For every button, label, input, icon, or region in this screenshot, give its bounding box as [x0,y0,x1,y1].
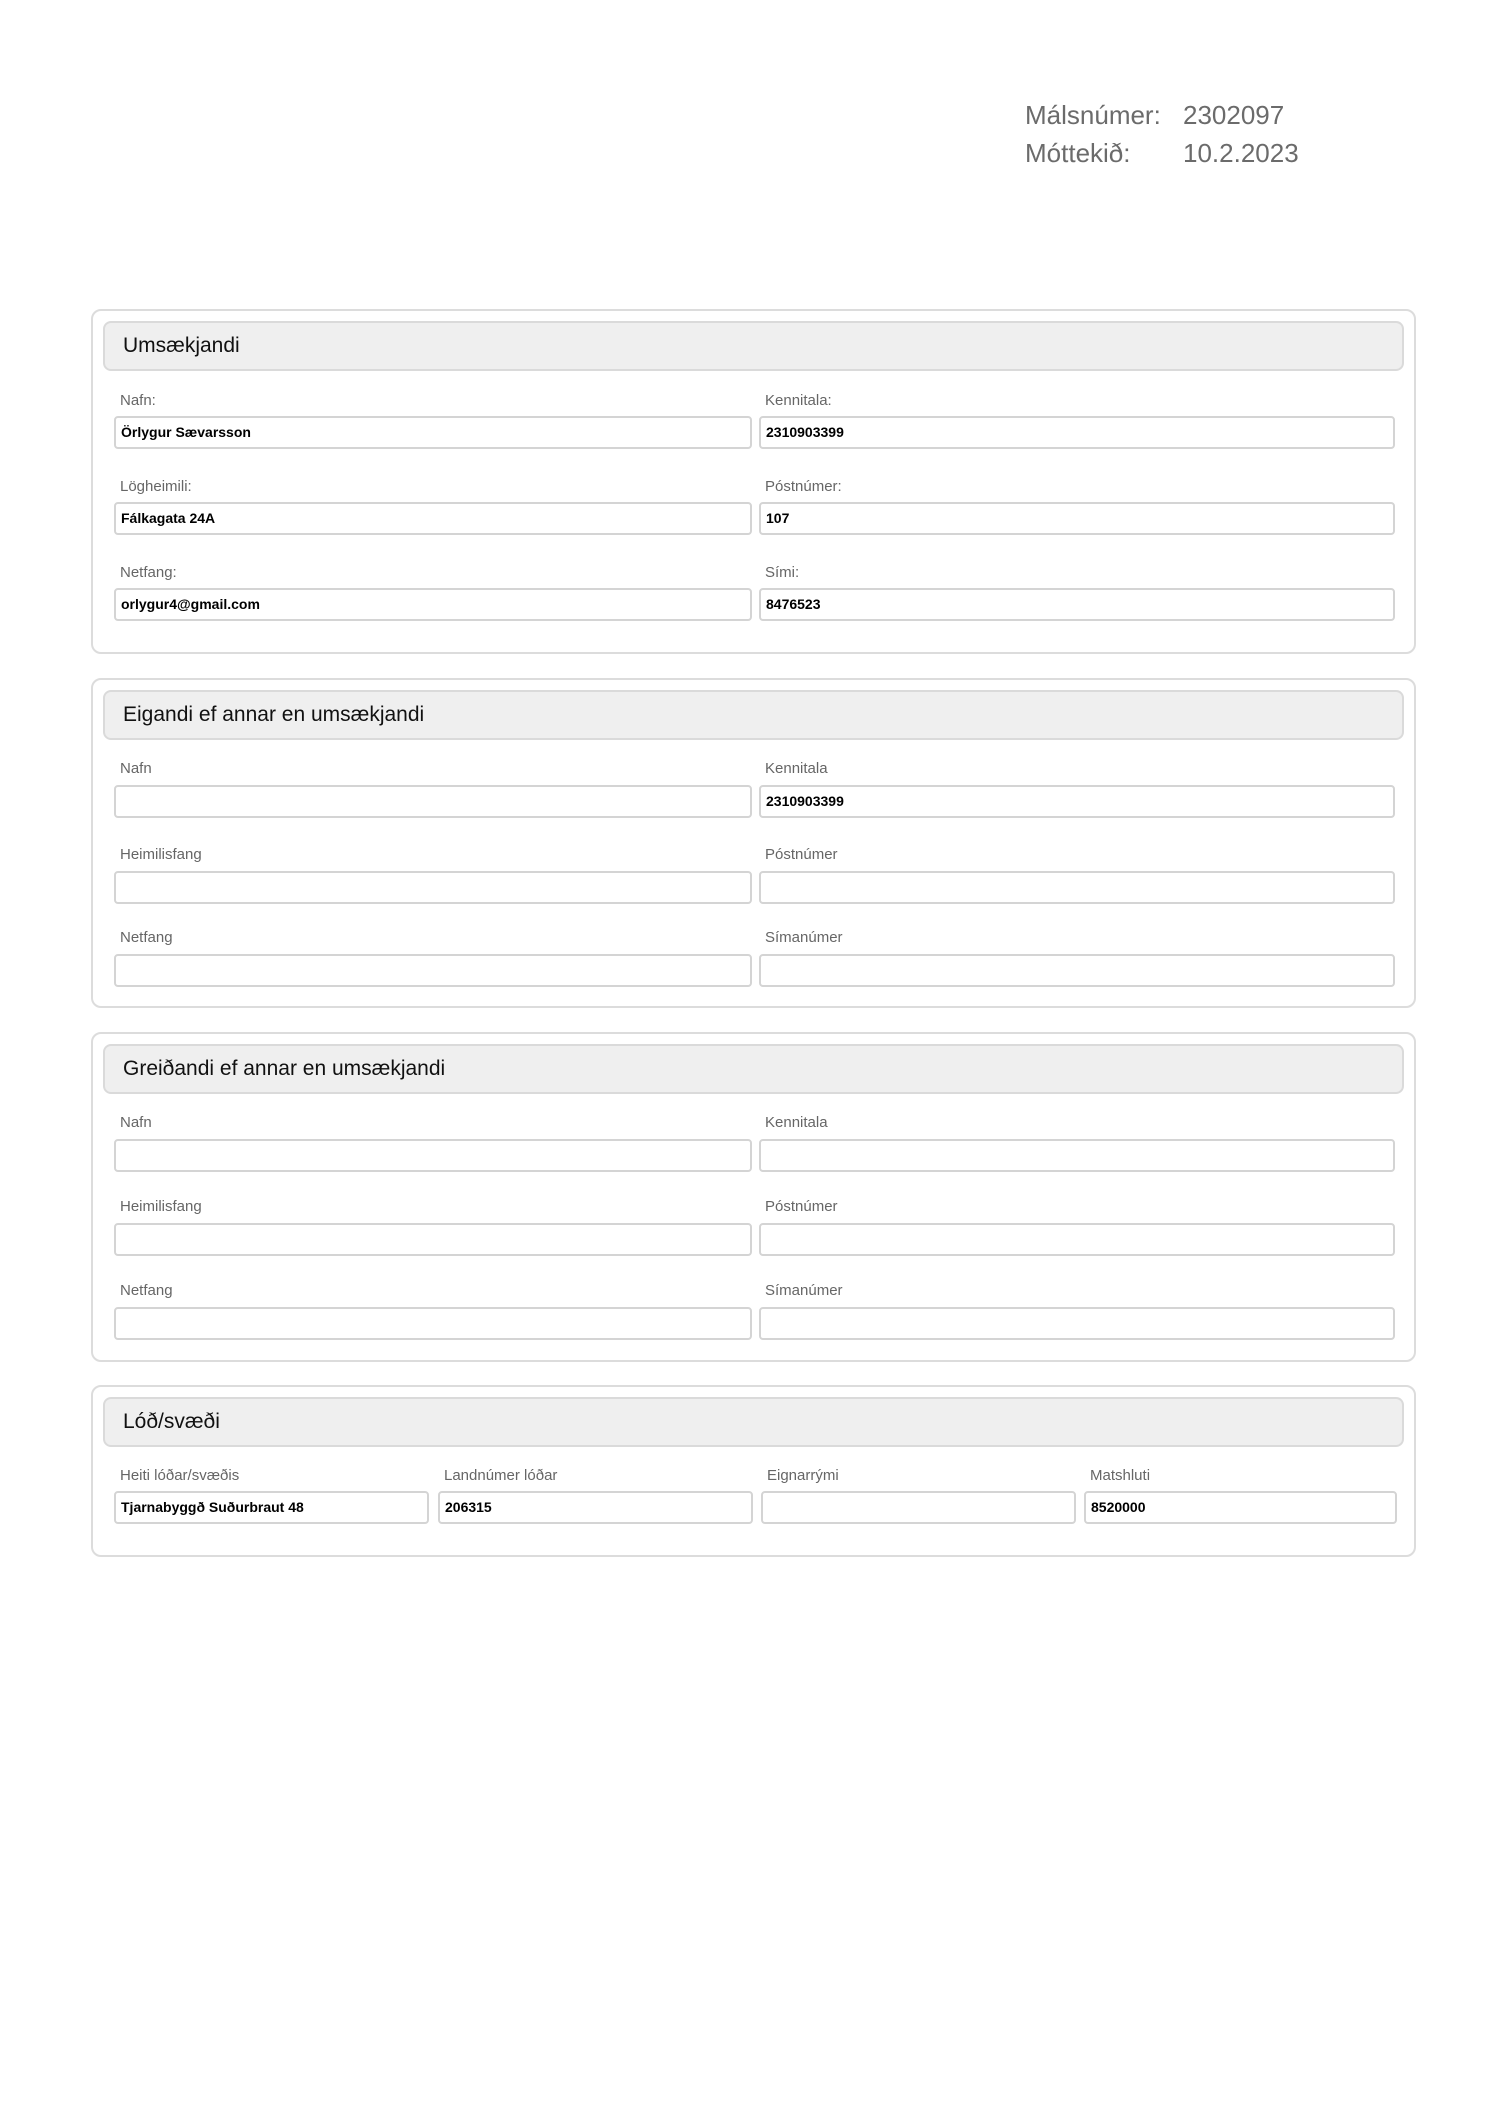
assessment-unit-field[interactable]: 8520000 [1084,1491,1397,1524]
payer-phone-field[interactable] [759,1307,1395,1340]
received-label: Móttekið: [1025,138,1131,168]
owner-phone-field[interactable] [759,954,1395,987]
applicant-email-label: Netfang: [120,564,177,581]
owner-address-field[interactable] [114,871,752,904]
owner-postcode-label: Póstnúmer [765,846,838,863]
payer-panel-title: Greiðandi ef annar en umsækjandi [103,1044,1404,1094]
owner-postcode-field[interactable] [759,871,1395,904]
property-space-field[interactable] [761,1491,1076,1524]
received-value: 10.2.2023 [1183,138,1299,168]
received-row [1025,134,1299,172]
owner-panel [91,678,1416,1008]
lot-name-label: Heiti lóðar/svæðis [120,1467,240,1484]
payer-email-label: Netfang [120,1282,173,1299]
applicant-address-label: Lögheimili: [120,478,192,495]
owner-name-field[interactable] [114,785,752,818]
owner-email-label: Netfang [120,929,173,946]
applicant-ssn-field[interactable]: 2310903399 [759,416,1395,449]
land-number-field[interactable]: 206315 [438,1491,753,1524]
payer-email-field[interactable] [114,1307,752,1340]
assessment-unit-label: Matshluti [1090,1467,1151,1484]
lot-name-field[interactable]: Tjarnabyggð Suðurbraut 48 [114,1491,429,1524]
property-space-label: Eignarrými [767,1467,839,1484]
payer-panel [91,1032,1416,1362]
applicant-email-field[interactable]: orlygur4@gmail.com [114,588,752,621]
payer-phone-label: Símanúmer [765,1282,843,1299]
land-number-label: Landnúmer lóðar [444,1467,558,1484]
payer-postcode-label: Póstnúmer [765,1198,838,1215]
applicant-phone-field[interactable]: 8476523 [759,588,1395,621]
owner-name-label: Nafn [120,760,152,777]
applicant-name-label: Nafn: [120,392,156,409]
applicant-name-field[interactable]: Örlygur Sævarsson [114,416,752,449]
case-number-label: Málsnúmer: [1025,100,1161,130]
owner-email-field[interactable] [114,954,752,987]
case-meta [1025,96,1299,172]
case-number-value: 2302097 [1183,100,1285,130]
applicant-postcode-field[interactable]: 107 [759,502,1395,535]
case-number-row [1025,96,1299,134]
owner-address-label: Heimilisfang [120,846,202,863]
payer-address-field[interactable] [114,1223,752,1256]
payer-name-field[interactable] [114,1139,752,1172]
applicant-phone-label: Sími: [765,564,800,581]
applicant-ssn-label: Kennitala: [765,392,832,409]
applicant-address-field[interactable]: Fálkagata 24A [114,502,752,535]
payer-ssn-field[interactable] [759,1139,1395,1172]
lot-panel [91,1385,1416,1557]
payer-name-label: Nafn [120,1114,152,1131]
applicant-panel [91,309,1416,654]
applicant-postcode-label: Póstnúmer: [765,478,842,495]
payer-ssn-label: Kennitala [765,1114,828,1131]
payer-address-label: Heimilisfang [120,1198,202,1215]
owner-ssn-label: Kennitala [765,760,828,777]
lot-panel-title: Lóð/svæði [103,1397,1404,1447]
payer-postcode-field[interactable] [759,1223,1395,1256]
applicant-panel-title: Umsækjandi [103,321,1404,371]
owner-panel-title: Eigandi ef annar en umsækjandi [103,690,1404,740]
owner-ssn-field[interactable]: 2310903399 [759,785,1395,818]
owner-phone-label: Símanúmer [765,929,843,946]
